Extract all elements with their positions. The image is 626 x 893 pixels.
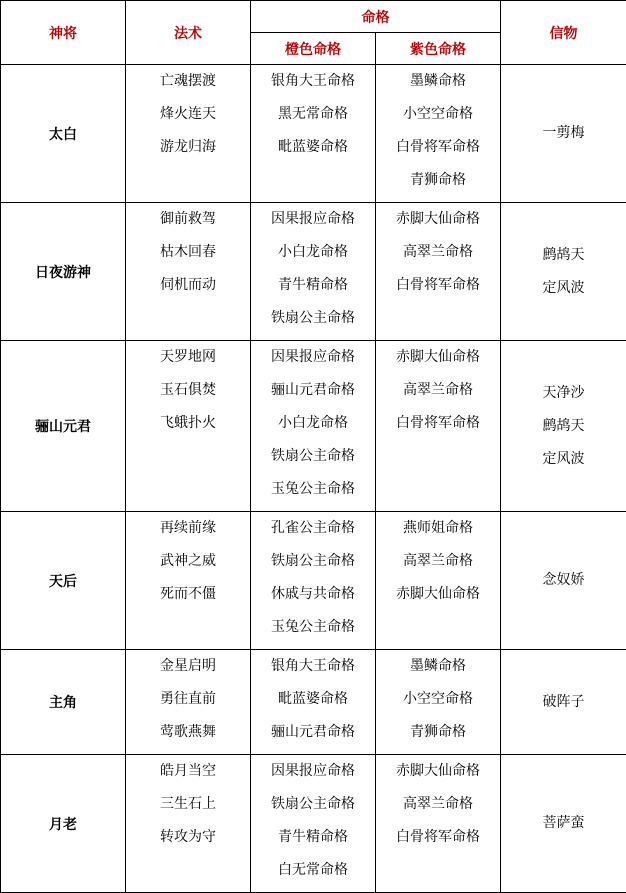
orange-fate-item: 铁扇公主命格 <box>251 793 375 826</box>
spell-item: 飞蛾扑火 <box>126 412 250 445</box>
purple-fate-item: 高翠兰命格 <box>376 793 500 826</box>
table-row <box>1 512 626 650</box>
spell-cell <box>126 341 251 512</box>
orange-fate-cell <box>251 650 376 755</box>
token-cell <box>501 512 626 650</box>
orange-fate-item: 因果报应命格 <box>251 760 375 793</box>
orange-fate-item: 因果报应命格 <box>251 208 375 241</box>
purple-fate-item: 赤脚大仙命格 <box>376 208 500 241</box>
token-cell <box>501 203 626 341</box>
orange-fate-item: 小白龙命格 <box>251 412 375 445</box>
general-name: 天后 <box>1 512 126 650</box>
purple-fate-item: 青狮命格 <box>376 169 500 202</box>
header-general: 神将 <box>1 1 126 65</box>
orange-fate-item: 银角大王命格 <box>251 70 375 103</box>
purple-fate-cell <box>376 650 501 755</box>
general-name: 太白 <box>1 65 126 203</box>
spell-item: 死而不僵 <box>126 583 250 616</box>
header-token: 信物 <box>501 1 626 65</box>
table-row <box>1 650 626 755</box>
purple-fate-item: 白骨将军命格 <box>376 274 500 307</box>
spell-cell <box>126 65 251 203</box>
spell-cell <box>126 650 251 755</box>
purple-fate-item: 墨鳞命格 <box>376 70 500 103</box>
orange-fate-item: 毗蓝婆命格 <box>251 136 375 169</box>
table-row <box>1 203 626 341</box>
orange-fate-item: 因果报应命格 <box>251 346 375 379</box>
general-name: 月老 <box>1 755 126 893</box>
spell-item: 御前救驾 <box>126 208 250 241</box>
token-item: 念奴娇 <box>501 564 626 597</box>
header-orange-fate: 橙色命格 <box>251 33 376 65</box>
spell-item: 转攻为守 <box>126 826 250 859</box>
orange-fate-item: 骊山元君命格 <box>251 379 375 412</box>
spell-item: 亡魂摆渡 <box>126 70 250 103</box>
table-row <box>1 65 626 203</box>
purple-fate-item: 白骨将军命格 <box>376 136 500 169</box>
token-item: 鹧鸪天 <box>501 410 626 443</box>
spell-item: 莺歌燕舞 <box>126 721 250 754</box>
orange-fate-item: 白无常命格 <box>251 859 375 892</box>
general-name: 骊山元君 <box>1 341 126 512</box>
token-item: 定风波 <box>501 443 626 476</box>
purple-fate-item: 高翠兰命格 <box>376 379 500 412</box>
purple-fate-item: 赤脚大仙命格 <box>376 760 500 793</box>
table-body <box>1 65 626 893</box>
purple-fate-item: 燕师姐命格 <box>376 517 500 550</box>
orange-fate-item: 骊山元君命格 <box>251 721 375 754</box>
spell-item: 再续前缘 <box>126 517 250 550</box>
purple-fate-item: 墨鳞命格 <box>376 655 500 688</box>
token-item: 破阵子 <box>501 686 626 719</box>
spell-item: 枯木回春 <box>126 241 250 274</box>
header-purple-fate: 紫色命格 <box>376 33 501 65</box>
purple-fate-cell <box>376 755 501 893</box>
orange-fate-item: 休戚与共命格 <box>251 583 375 616</box>
purple-fate-item: 白骨将军命格 <box>376 412 500 445</box>
orange-fate-item: 玉兔公主命格 <box>251 478 375 511</box>
token-item: 鹧鸪天 <box>501 239 626 272</box>
orange-fate-cell <box>251 755 376 893</box>
purple-fate-cell <box>376 512 501 650</box>
purple-fate-item: 高翠兰命格 <box>376 550 500 583</box>
spell-cell <box>126 755 251 893</box>
token-cell <box>501 755 626 893</box>
token-item: 一剪梅 <box>501 117 626 150</box>
purple-fate-item: 白骨将军命格 <box>376 826 500 859</box>
orange-fate-cell <box>251 65 376 203</box>
purple-fate-item: 小空空命格 <box>376 103 500 136</box>
spell-item: 伺机而动 <box>126 274 250 307</box>
purple-fate-cell <box>376 203 501 341</box>
general-name: 日夜游神 <box>1 203 126 341</box>
table-row <box>1 755 626 893</box>
spell-cell <box>126 203 251 341</box>
purple-fate-item: 青狮命格 <box>376 721 500 754</box>
purple-fate-item: 高翠兰命格 <box>376 241 500 274</box>
header-fate: 命格 <box>251 1 501 33</box>
orange-fate-item: 毗蓝婆命格 <box>251 688 375 721</box>
token-cell <box>501 650 626 755</box>
spell-item: 武神之威 <box>126 550 250 583</box>
header-spell: 法术 <box>126 1 251 65</box>
orange-fate-item: 青牛精命格 <box>251 274 375 307</box>
spell-item: 玉石俱焚 <box>126 379 250 412</box>
orange-fate-item: 铁扇公主命格 <box>251 307 375 340</box>
spell-item: 烽火连天 <box>126 103 250 136</box>
purple-fate-item: 赤脚大仙命格 <box>376 583 500 616</box>
orange-fate-item: 银角大王命格 <box>251 655 375 688</box>
token-item: 天净沙 <box>501 377 626 410</box>
orange-fate-item: 黑无常命格 <box>251 103 375 136</box>
orange-fate-item: 玉兔公主命格 <box>251 616 375 649</box>
orange-fate-item: 小白龙命格 <box>251 241 375 274</box>
orange-fate-item: 孔雀公主命格 <box>251 517 375 550</box>
orange-fate-cell <box>251 203 376 341</box>
purple-fate-item: 赤脚大仙命格 <box>376 346 500 379</box>
purple-fate-item: 小空空命格 <box>376 688 500 721</box>
spell-item: 游龙归海 <box>126 136 250 169</box>
spell-item: 三生石上 <box>126 793 250 826</box>
purple-fate-cell <box>376 341 501 512</box>
spell-item: 金星启明 <box>126 655 250 688</box>
token-item: 定风波 <box>501 272 626 305</box>
table-row <box>1 341 626 512</box>
token-cell <box>501 65 626 203</box>
spell-cell <box>126 512 251 650</box>
orange-fate-item: 铁扇公主命格 <box>251 550 375 583</box>
purple-fate-cell <box>376 65 501 203</box>
token-item: 菩萨蛮 <box>501 807 626 840</box>
spell-item: 皓月当空 <box>126 760 250 793</box>
spell-item: 勇往直前 <box>126 688 250 721</box>
spell-item: 天罗地网 <box>126 346 250 379</box>
orange-fate-item: 铁扇公主命格 <box>251 445 375 478</box>
orange-fate-cell <box>251 512 376 650</box>
token-cell <box>501 341 626 512</box>
orange-fate-item: 青牛精命格 <box>251 826 375 859</box>
general-name: 主角 <box>1 650 126 755</box>
orange-fate-cell <box>251 341 376 512</box>
